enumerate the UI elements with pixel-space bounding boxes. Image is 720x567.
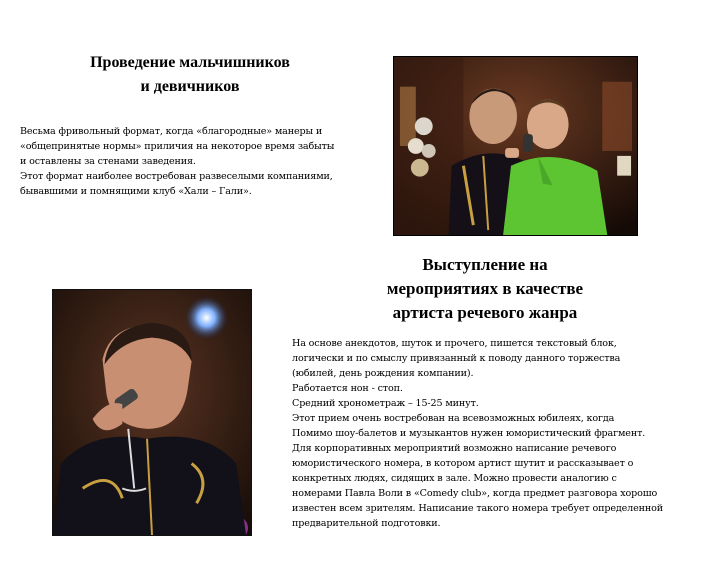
section-heading-speech-genre (335, 253, 635, 325)
paragraph-line: юмористического номера, в котором артист шутит и рассказывает о (292, 458, 634, 469)
heading-line: Выступление на (422, 255, 548, 274)
paragraph-line: бывавшими и помнящими клуб «Хали – Гали». (20, 186, 252, 197)
section-paragraph-speech-genre (292, 336, 702, 531)
paragraph-line: конкретных людях, сидящих в зале. Можно провести аналогию с (292, 473, 617, 484)
section-paragraph-bachelor-parties (20, 124, 385, 199)
paragraph-line: (юбилей, день рождения компании). (292, 368, 474, 379)
paragraph-line: Этот формат наиболее востребован развеселыми компаниями, (20, 171, 333, 182)
heading-line: Проведение мальчишников (90, 54, 290, 71)
paragraph-line: номерами Павла Воли в «Comedy club», когда предмет разговора хорошо (292, 488, 658, 499)
paragraph-line: Для корпоративных мероприятий возможно написание речевого (292, 443, 617, 454)
paragraph-line: Весьма фривольный формат, когда «благородные» манеры и (20, 126, 323, 137)
duo-singing-illustration (394, 57, 637, 235)
performer-with-microphone-photo (52, 289, 252, 536)
paragraph-line: предварительной подготовки. (292, 518, 441, 529)
paragraph-line: Помимо шоу-балетов и музыкантов нужен юмористический фрагмент. (292, 428, 646, 439)
paragraph-line: известен всем зрителям. Написание такого номера требует определенной (292, 503, 663, 514)
paragraph-line: На основе анекдотов, шуток и прочего, пишется текстовый блок, (292, 338, 617, 349)
paragraph-line: логически и по смыслу привязанный к поводу данного торжества (292, 353, 621, 364)
paragraph-line: Средний хронометраж – 15-25 минут. (292, 398, 479, 409)
paragraph-line: «общепринятые нормы» приличия на некоторое время забыты (20, 141, 335, 152)
duo-singing-photo (393, 56, 638, 236)
heading-line: артиста речевого жанра (392, 303, 578, 322)
heading-line: мероприятиях в качестве (386, 279, 584, 298)
section-heading-bachelor-parties (40, 51, 340, 99)
paragraph-line: Работается нон - стоп. (292, 383, 403, 394)
paragraph-line: Этот прием очень востребован на всевозможных юбилеях, когда (292, 413, 615, 424)
performer-illustration (53, 290, 251, 535)
paragraph-line: и оставлены за стенами заведения. (20, 156, 196, 167)
heading-line: и девичников (140, 78, 240, 95)
